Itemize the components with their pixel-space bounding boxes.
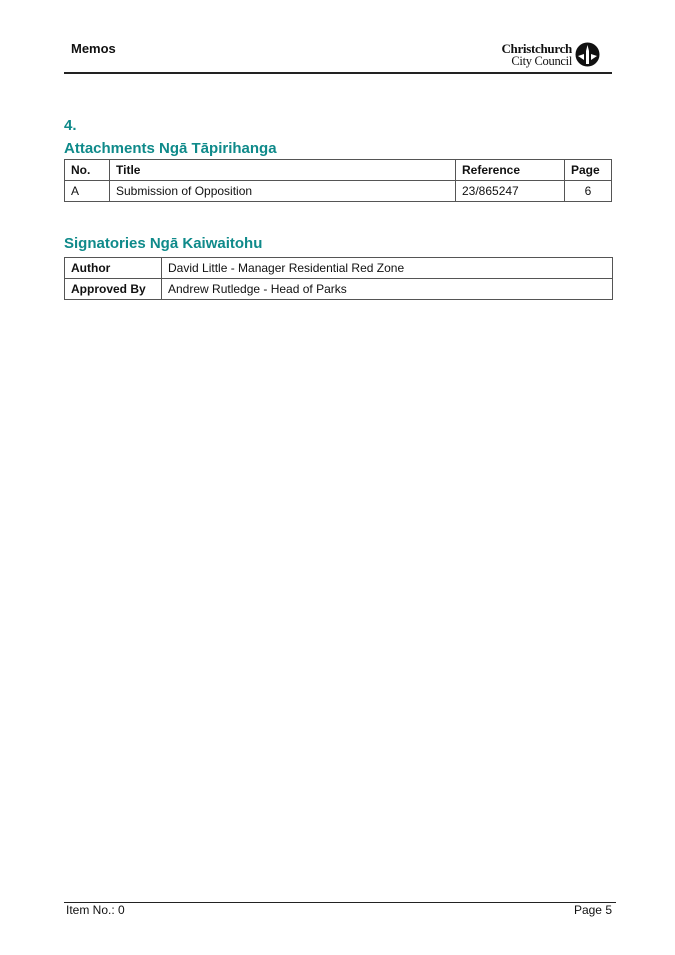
attachment-title: Submission of Opposition xyxy=(110,181,456,202)
signatories-heading: Signatories Ngā Kaiwaitohu xyxy=(64,235,263,252)
signatory-label: Author xyxy=(65,258,162,279)
column-header-reference: Reference xyxy=(456,160,565,181)
christchurch-cathedral-icon xyxy=(575,42,600,67)
footer-divider xyxy=(64,902,616,903)
table-row xyxy=(65,181,612,202)
signatory-value: Andrew Rutledge - Head of Parks xyxy=(162,279,613,300)
attachment-no: A xyxy=(65,181,110,202)
logo-line-1: Christchurch xyxy=(501,41,572,56)
table-row xyxy=(65,279,613,300)
header-title: Memos xyxy=(71,41,116,56)
header-divider xyxy=(64,72,612,74)
signatory-label: Approved By xyxy=(65,279,162,300)
signatory-value: David Little - Manager Residential Red Zone xyxy=(162,258,613,279)
council-logo xyxy=(498,41,600,69)
attachment-page: 6 xyxy=(565,181,612,202)
section-number: 4. xyxy=(64,117,77,134)
table-row xyxy=(65,258,613,279)
column-header-no: No. xyxy=(65,160,110,181)
logo-line-2: City Council xyxy=(511,54,572,68)
signatories-table xyxy=(64,257,613,300)
attachments-table xyxy=(64,159,612,202)
column-header-title: Title xyxy=(110,160,456,181)
attachments-header-row xyxy=(65,160,612,181)
column-header-page: Page xyxy=(565,160,612,181)
attachments-heading: Attachments Ngā Tāpirihanga xyxy=(64,140,277,157)
footer-page-number: Page 5 xyxy=(573,903,612,917)
footer-item-number: Item No.: 0 xyxy=(66,903,125,917)
attachment-reference: 23/865247 xyxy=(456,181,565,202)
